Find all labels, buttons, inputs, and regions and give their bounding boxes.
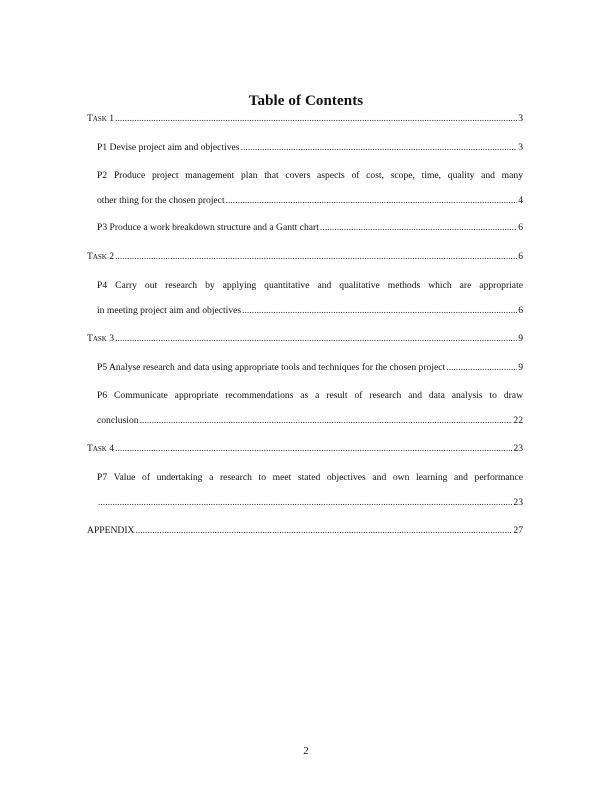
toc-leader-dots [226, 195, 518, 207]
toc-entry-p3[interactable] [97, 222, 523, 234]
toc-entry-label: P4 Carry out research by applying quantitative and qualitative methods which are appropriate [97, 280, 523, 291]
toc-entry-label: APPENDIX [87, 525, 135, 536]
toc-page-number: 6 [518, 222, 523, 233]
toc-entry-p4-line1[interactable] [97, 280, 523, 292]
toc-page-number: 9 [518, 362, 523, 373]
toc-leader-dots [446, 362, 517, 374]
toc-entry-task-1[interactable] [87, 113, 523, 125]
toc-leader-dots [140, 415, 513, 427]
toc-page-number: 23 [513, 443, 523, 454]
toc-page-number: 9 [518, 333, 523, 344]
toc-page-number: 6 [518, 251, 523, 262]
toc-entry-label: P7 Value of undertaking a research to meet stated objectives and own learning and performance [97, 472, 523, 483]
toc-page-number: 3 [518, 142, 523, 153]
toc-entry-p2-line1[interactable] [97, 170, 523, 182]
toc-entry-task-2[interactable] [87, 251, 523, 263]
toc-entry-p1[interactable] [97, 142, 523, 154]
toc-entry-label: Task 4 [87, 443, 115, 454]
toc-leader-dots [98, 497, 512, 509]
toc-leader-dots [115, 251, 517, 263]
toc-entry-p4-line2[interactable] [97, 305, 523, 317]
toc-entry-task-4[interactable] [87, 443, 523, 455]
toc-page-number: 22 [513, 415, 523, 426]
toc-entry-p7-line1[interactable] [97, 472, 523, 484]
toc-page-number: 6 [518, 305, 523, 316]
toc-leader-dots [115, 443, 512, 455]
toc-leader-dots [241, 142, 518, 154]
toc-entry-label: in meeting project aim and objectives [97, 305, 242, 316]
toc-entry-p7-line2[interactable] [97, 497, 523, 509]
toc-entry-p5[interactable] [97, 362, 523, 374]
toc-leader-dots [242, 305, 517, 317]
toc-leader-dots [115, 113, 517, 125]
toc-entry-p2-line2[interactable] [97, 195, 523, 207]
toc-page-number: 3 [518, 113, 523, 124]
toc-entry-p6-line2[interactable] [97, 415, 523, 427]
toc-entry-label: P3 Produce a work breakdown structure and a Gantt chart [97, 222, 319, 233]
toc-leader-dots [135, 525, 512, 537]
toc-leader-dots [320, 222, 517, 234]
toc-entry-label: P5 Analyse research and data using appropriate tools and techniques for the chosen project [97, 362, 446, 373]
toc-page-number: 27 [513, 525, 523, 536]
toc-entry-label: conclusion [97, 415, 139, 426]
toc-entry-label: P6 Communicate appropriate recommendations as a result of research and data analysis to draw [97, 390, 523, 401]
toc-entry-label: Task 3 [87, 333, 115, 344]
toc-entry-label: P1 Devise project aim and objectives [97, 142, 240, 153]
toc-entry-label: other thing for the chosen project [97, 195, 225, 206]
toc-entry-task-3[interactable] [87, 333, 523, 345]
toc-entry-label: Task 2 [87, 251, 115, 262]
toc-entry-p6-line1[interactable] [97, 390, 523, 402]
toc-entry-appendix[interactable] [87, 525, 523, 537]
toc-page-number: 4 [518, 195, 523, 206]
toc-leader-dots [115, 333, 517, 345]
toc-entry-label: Task 1 [87, 113, 115, 124]
toc-page-number: 23 [513, 497, 523, 508]
toc-entry-label: P2 Produce project management plan that covers aspects of cost, scope, time, quality and many [97, 170, 523, 181]
page-title: Table of Contents [248, 93, 364, 109]
page-number-footer: 2 [303, 745, 309, 757]
